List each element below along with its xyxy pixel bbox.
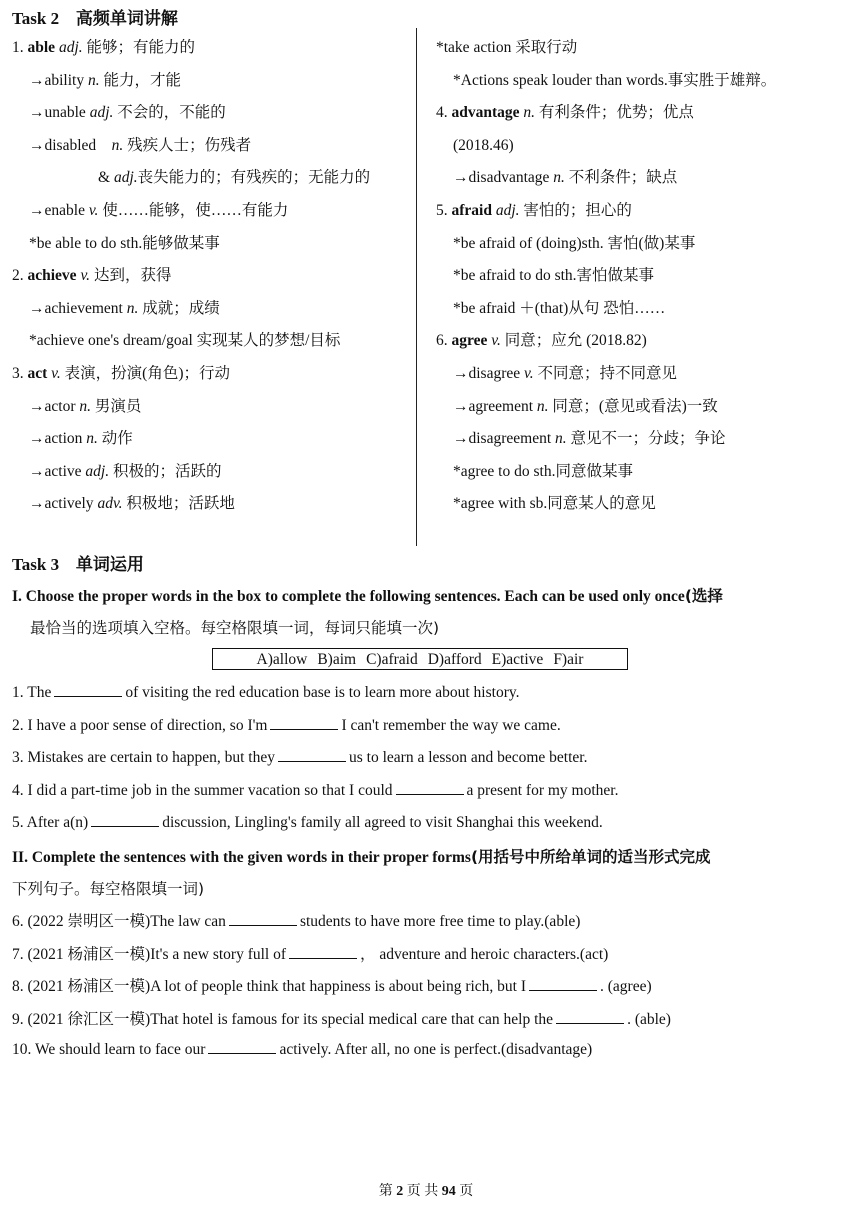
vocab-line: [436, 456, 846, 489]
question-item: [12, 942, 608, 964]
task2-heading: [12, 4, 178, 29]
question-item: [12, 780, 618, 800]
vocab-line: [12, 391, 412, 424]
part-of-speech: v.: [88, 201, 99, 219]
vocab-prefix: 1.: [12, 39, 28, 56]
vocab-prefix: →disagree: [453, 364, 525, 382]
option-word: C)afraid: [366, 651, 418, 668]
vocab-prefix: *take action 采取行动: [436, 39, 578, 56]
vocab-line: [436, 358, 846, 391]
part-of-speech: n.: [79, 397, 91, 415]
question-text-before: 2. I have a poor sense of direction, so I'm: [12, 716, 268, 734]
task2-title: 高频单词讲解: [75, 9, 178, 28]
question-text-after: us to learn a lesson and become better.: [349, 749, 588, 767]
vocab-line: [436, 162, 846, 195]
question-text-after: . (agree): [600, 978, 652, 996]
column-divider: [416, 28, 417, 546]
part-of-speech: n.: [536, 397, 549, 415]
question-text-before: 4. I did a part-time job in the summer vacation so that I could: [12, 781, 393, 799]
question-text-after: actively. After all, no one is perfect.(disadvantage): [279, 1041, 593, 1059]
answer-blank: [270, 715, 338, 730]
vocab-line: [436, 195, 846, 228]
vocab-line: [436, 32, 846, 65]
vocab-line: [12, 195, 412, 228]
question-text-before: 3. Mistakes are certain to happen, but they: [12, 749, 275, 767]
question-text-before: 8. (2021 杨浦区一模)A lot of people think that happiness is about being rich, but I: [12, 978, 527, 996]
part-of-speech: n.: [87, 71, 100, 89]
part-of-speech: n.: [86, 430, 98, 448]
question-text-before: 7. (2021 杨浦区一模)It's a new story full of: [12, 945, 287, 963]
vocab-prefix: *agree to do sth.同意做某事: [453, 462, 633, 480]
vocab-line: [436, 391, 846, 424]
question-text-before: 1. The: [12, 684, 52, 701]
vocab-line: [436, 423, 846, 456]
vocab-prefix: *achieve one's dream/goal 实现某人的梦想/目标: [29, 332, 341, 350]
part-of-speech: adj.: [58, 39, 83, 56]
vocab-prefix: (2018.46): [453, 136, 514, 154]
section1-heading-en: I. Choose the proper words in the box to complete the following sentences. Each can be used only once: [12, 588, 685, 605]
vocab-line: [12, 162, 412, 195]
word-options-box: [212, 648, 628, 670]
vocab-line: [12, 228, 412, 261]
vocab-prefix: 6.: [436, 332, 452, 350]
headword: advantage: [451, 104, 520, 122]
vocab-prefix: &: [98, 169, 114, 187]
definition: 意见不一；分歧；争论: [566, 430, 726, 448]
part-of-speech: n.: [523, 104, 536, 122]
definition: 不利条件；缺点: [564, 169, 678, 187]
vocab-line: [436, 488, 846, 521]
vocab-line: [12, 325, 412, 358]
part-of-speech: n.: [111, 136, 124, 154]
answer-blank: [289, 944, 357, 959]
vocab-prefix: →ability: [29, 71, 88, 89]
definition: 同意；应允 (2018.82): [500, 332, 647, 350]
option-word: B)aim: [317, 651, 357, 668]
definition: 积极地；活跃地: [122, 495, 235, 513]
vocab-line: [436, 260, 846, 293]
vocab-prefix: →unable: [29, 104, 90, 122]
vocab-line: [436, 228, 846, 261]
definition: 成就；成绩: [138, 299, 220, 317]
vocab-line: [12, 488, 412, 521]
vocab-prefix: →disabled: [29, 136, 112, 154]
answer-blank: [396, 780, 464, 795]
question-text-after: . (able): [627, 1010, 671, 1028]
option-word: E)active: [491, 651, 544, 668]
part-of-speech: adj.: [495, 201, 520, 219]
option-word: D)afford: [427, 651, 482, 668]
option-word: F)air: [553, 651, 584, 668]
part-of-speech: n.: [555, 430, 567, 448]
vocab-prefix: →action: [29, 430, 87, 448]
section2-heading-continued: 下列句子。每空格限填一词): [12, 880, 205, 898]
footer-post: 页: [459, 1184, 474, 1199]
answer-blank: [278, 747, 346, 762]
vocab-line: [12, 130, 412, 163]
vocab-prefix: 3.: [12, 364, 28, 382]
question-text-after: students to have more free time to play.(able): [299, 913, 581, 930]
question-text-before: 10. We should learn to face our: [12, 1041, 206, 1059]
headword: achieve: [27, 267, 77, 285]
vocab-prefix: *Actions speak louder than words.事实胜于雄辩。: [453, 71, 777, 89]
section2-heading: [12, 845, 711, 867]
question-text-after: I can't remember the way we came.: [341, 716, 561, 734]
answer-blank: [229, 911, 297, 926]
part-of-speech: adv.: [97, 495, 123, 513]
question-item: [12, 974, 652, 996]
definition: 同意；(意见或看法)一致: [548, 397, 718, 415]
headword: afraid: [451, 201, 492, 219]
question-item: [12, 1007, 671, 1029]
vocab-line: [436, 97, 846, 130]
vocab-line: [436, 65, 846, 98]
definition: 使……能够，使……有能力: [98, 201, 289, 219]
vocab-line: [12, 97, 412, 130]
vocab-prefix: *agree with sb.同意某人的意见: [453, 495, 656, 513]
headword: act: [27, 364, 48, 382]
question-item: [12, 682, 519, 702]
question-item: [12, 1039, 592, 1059]
task3-heading: [12, 550, 144, 575]
vocab-prefix: *be afraid of (doing)sth. 害怕(做)某事: [453, 234, 696, 252]
vocab-prefix: →active: [29, 462, 86, 480]
vocab-prefix: →enable: [29, 201, 89, 219]
part-of-speech: n.: [126, 299, 139, 317]
answer-blank: [91, 812, 159, 827]
vocab-prefix: →disagreement: [453, 430, 556, 448]
question-text-after: of visiting the red education base is to learn more about history.: [125, 684, 520, 701]
question-text-after: discussion, Lingling's family all agreed to visit Shanghai this weekend.: [162, 814, 603, 832]
vocab-prefix: 2.: [12, 267, 28, 285]
question-text-before: 9. (2021 徐汇区一模)That hotel is famous for its special medical care that can help the: [12, 1010, 554, 1028]
headword: able: [27, 39, 56, 56]
section1-heading-cn: (选择: [684, 587, 723, 605]
section2-heading-en: II. Complete the sentences with the given words in their proper forms: [12, 849, 471, 866]
section1-heading: [12, 584, 723, 606]
vocab-line: [12, 32, 412, 65]
definition: 残疾人士；伤残者: [123, 136, 252, 154]
vocab-line: [436, 325, 846, 358]
task2-label: Task 2: [12, 9, 60, 28]
vocab-prefix: →actor: [29, 397, 80, 415]
page-footer: [0, 1180, 852, 1200]
question-item: [12, 715, 561, 735]
vocab-prefix: →agreement: [453, 397, 537, 415]
definition: 能力，才能: [99, 71, 181, 89]
task3-title: 单词运用: [75, 555, 144, 574]
vocab-prefix: →actively: [29, 495, 98, 513]
question-text-before: 5. After a(n): [12, 814, 89, 832]
vocab-prefix: *be afraid ＋(that)从句 恐怕……: [453, 299, 666, 317]
vocab-line: [12, 65, 412, 98]
answer-blank: [529, 976, 597, 991]
answer-blank: [54, 682, 122, 697]
option-word: A)allow: [256, 651, 308, 668]
task3-label: Task 3: [12, 555, 60, 574]
question-text-before: 6. (2022 崇明区一模)The law can: [12, 913, 226, 930]
part-of-speech: adj.: [89, 104, 114, 122]
question-item: [12, 747, 587, 767]
vocab-prefix: 4.: [436, 104, 452, 122]
definition: 积极的；活跃的: [109, 462, 222, 480]
footer-total-pages: 94: [441, 1184, 456, 1199]
part-of-speech: v.: [51, 364, 61, 382]
vocab-left-column: [12, 32, 412, 521]
vocab-line: [12, 456, 412, 489]
question-item: [12, 909, 580, 931]
part-of-speech: v.: [524, 364, 534, 382]
definition: 男演员: [90, 397, 142, 415]
definition: 达到，获得: [90, 267, 172, 285]
definition: 动作: [97, 430, 133, 448]
part-of-speech: adj.: [113, 169, 138, 187]
vocab-prefix: *be able to do sth.能够做某事: [29, 234, 220, 252]
definition: 有利条件；优势；优点: [535, 104, 694, 122]
vocab-line: [436, 130, 846, 163]
vocab-line: [12, 423, 412, 456]
vocab-prefix: →disadvantage: [453, 169, 554, 187]
part-of-speech: v.: [80, 267, 91, 285]
footer-pre: 第: [378, 1184, 393, 1199]
definition: 丧失能力的；有残疾的；无能力的: [137, 169, 371, 187]
vocab-right-column: [436, 32, 846, 521]
definition: 不同意；持不同意见: [533, 364, 678, 382]
footer-page-number: 2: [396, 1184, 404, 1199]
question-item: [12, 812, 603, 832]
definition: 表演，扮演(角色)；行动: [60, 364, 230, 382]
answer-blank: [208, 1039, 276, 1054]
vocab-prefix: *be afraid to do sth.害怕做某事: [453, 267, 655, 285]
question-text-after: a present for my mother.: [466, 781, 619, 799]
definition: 害怕的；担心的: [519, 201, 632, 219]
definition: 不会的，不能的: [113, 104, 226, 122]
section1-heading-continued: 最恰当的选项填入空格。每空格限填一词，每词只能填一次): [30, 619, 440, 637]
vocab-prefix: 5.: [436, 201, 452, 219]
definition: 能够；有能力的: [82, 39, 196, 56]
vocab-line: [12, 260, 412, 293]
part-of-speech: v.: [491, 332, 501, 350]
footer-mid: 页 共: [406, 1184, 439, 1199]
section2-heading-cn: (用括号中所给单词的适当形式完成: [470, 848, 711, 866]
part-of-speech: n.: [553, 169, 565, 187]
answer-blank: [556, 1009, 624, 1024]
vocab-line: [12, 358, 412, 391]
vocab-line: [12, 293, 412, 326]
question-text-after: ， adventure and heroic characters.(act): [360, 945, 609, 963]
vocab-line: [436, 293, 846, 326]
vocab-prefix: →achievement: [29, 299, 127, 317]
headword: agree: [451, 332, 488, 350]
part-of-speech: adj.: [85, 462, 110, 480]
